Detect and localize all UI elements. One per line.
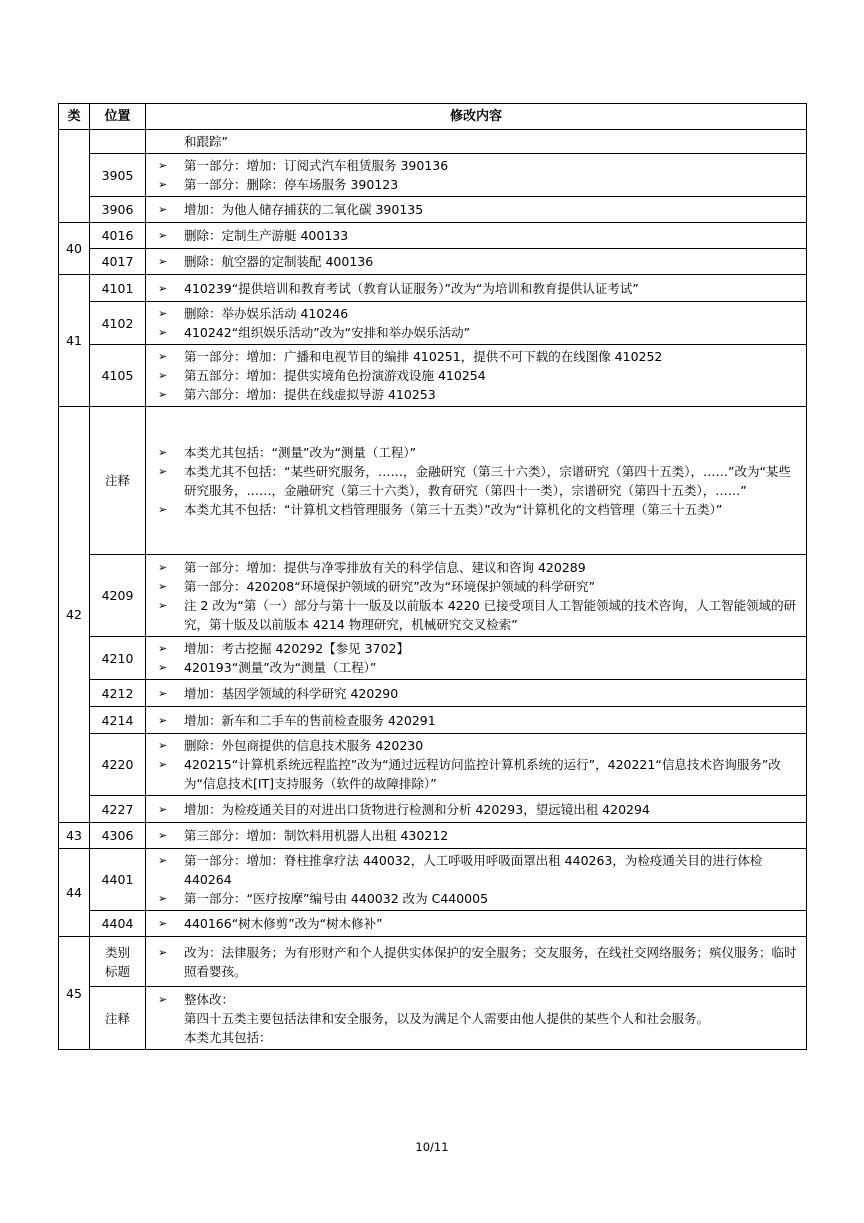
table-header-row bbox=[59, 104, 807, 130]
item-text: 增加：考古挖掘 420292【参见 3702】 bbox=[184, 641, 409, 656]
table-row bbox=[59, 937, 807, 987]
arrow-bullet-icon: ➢ bbox=[158, 802, 168, 816]
item-text: 第三部分：增加：制饮料用机器人出租 430212 bbox=[184, 828, 449, 843]
item-text: 420193“测量”改为“测量（工程）” bbox=[184, 660, 377, 675]
arrow-bullet-icon: ➢ bbox=[158, 464, 168, 478]
table-row bbox=[59, 130, 807, 154]
arrow-bullet-icon: ➢ bbox=[158, 369, 168, 382]
arrow-bullet-icon: ➢ bbox=[158, 642, 168, 655]
class-cell: 44 bbox=[59, 849, 90, 937]
class-cell: 43 bbox=[59, 823, 90, 849]
item-text: 440166“树木修剪”改为“树木修补” bbox=[184, 916, 383, 931]
position-cell: 4105 bbox=[90, 345, 146, 407]
table-row bbox=[59, 223, 807, 249]
position-cell: 3905 bbox=[90, 154, 146, 197]
content-cell bbox=[146, 223, 807, 249]
table-row bbox=[59, 796, 807, 823]
list-item bbox=[146, 826, 800, 845]
list-item bbox=[146, 323, 800, 342]
page-number: 10/11 bbox=[415, 1140, 449, 1154]
list-item bbox=[146, 914, 800, 933]
list-item bbox=[146, 800, 800, 819]
arrow-bullet-icon: ➢ bbox=[158, 713, 168, 727]
item-text: 整体改： bbox=[184, 991, 235, 1007]
list-item bbox=[146, 889, 800, 908]
content-cell bbox=[146, 680, 807, 707]
amendment-table bbox=[58, 103, 807, 1050]
list-item bbox=[146, 462, 800, 500]
table-row bbox=[59, 911, 807, 937]
content-cell bbox=[146, 911, 807, 937]
item-text: 删除：航空器的定制装配 400136 bbox=[184, 254, 374, 269]
list-item bbox=[146, 684, 800, 703]
table-row bbox=[59, 849, 807, 911]
position-cell: 4306 bbox=[90, 823, 146, 849]
class-cell: 40 bbox=[59, 223, 90, 275]
content-cell bbox=[146, 345, 807, 407]
content-cell bbox=[146, 154, 807, 197]
table-body bbox=[59, 130, 807, 1050]
position-cell: 4404 bbox=[90, 911, 146, 937]
list-item bbox=[146, 639, 800, 658]
content-cell bbox=[146, 637, 807, 680]
arrow-bullet-icon: ➢ bbox=[158, 445, 168, 459]
item-text: 注 2 改为“第（一）部分与第十一版及以前版本 4220 已接受项目人工智能领域的技术咨询，人工智能领域的研究，第十版及以前版本 4214 物理研究，机械研究交叉检索” bbox=[184, 597, 797, 632]
table-row bbox=[59, 249, 807, 275]
table-row bbox=[59, 407, 807, 555]
item-text: 增加：为检疫通关目的对进出口货物进行检测和分析 420293，望远镜出租 420294 bbox=[184, 801, 650, 817]
arrow-bullet-icon: ➢ bbox=[158, 229, 168, 242]
position-cell: 4212 bbox=[90, 680, 146, 707]
item-text: 本类尤其不包括：“计算机文档管理服务（第三十五类）”改为“计算机化的文档管理（第三十五类）” bbox=[184, 501, 723, 517]
table-row bbox=[59, 345, 807, 407]
arrow-bullet-icon: ➢ bbox=[158, 854, 168, 867]
content-cell bbox=[146, 849, 807, 911]
item-text: 420215“计算机系统远程监控”改为“通过远程访问监控计算机系统的运行”，420221“信息技术咨询服务”改为“信息技术[IT]支持服务（软件的故障排除）” bbox=[184, 757, 781, 791]
item-text: 第一部分：增加：脊柱推拿疗法 440032，人工呼吸用呼吸面罩出租 440263，为检疫通关目的进行体检 440264 bbox=[184, 853, 763, 887]
table-row bbox=[59, 275, 807, 302]
list-item bbox=[146, 366, 800, 385]
position-cell: 4102 bbox=[90, 302, 146, 345]
table-row bbox=[59, 734, 807, 796]
list-item bbox=[146, 755, 800, 793]
list-item bbox=[146, 279, 800, 298]
arrow-bullet-icon: ➢ bbox=[158, 307, 168, 320]
plain-text: 第四十五类主要包括法律和安全服务，以及为满足个人需要由他人提供的某些个人和社会服务。 bbox=[184, 1010, 710, 1026]
position-cell: 4017 bbox=[90, 249, 146, 275]
class-cell: 41 bbox=[59, 275, 90, 407]
arrow-bullet-icon: ➢ bbox=[158, 892, 168, 905]
list-item bbox=[146, 252, 800, 271]
arrow-bullet-icon: ➢ bbox=[158, 350, 168, 363]
content-cell bbox=[146, 734, 807, 796]
arrow-bullet-icon: ➢ bbox=[158, 579, 168, 593]
list-item bbox=[146, 851, 800, 889]
arrow-bullet-icon: ➢ bbox=[158, 686, 168, 700]
position-cell: 4016 bbox=[90, 223, 146, 249]
plain-text: 本类尤其包括： bbox=[184, 1029, 272, 1045]
position-cell: 4214 bbox=[90, 707, 146, 734]
table-row bbox=[59, 680, 807, 707]
content-cell bbox=[146, 275, 807, 302]
list-item bbox=[146, 711, 800, 730]
position-cell: 4210 bbox=[90, 637, 146, 680]
table-row bbox=[59, 823, 807, 849]
class-cell bbox=[59, 130, 90, 223]
position-cell: 类别标题 bbox=[90, 937, 146, 987]
item-text: 增加：基因学领域的科学研究 420290 bbox=[184, 685, 399, 701]
item-text: 删除：外包商提供的信息技术服务 420230 bbox=[184, 738, 424, 753]
header-class: 类 bbox=[59, 104, 90, 130]
list-item bbox=[146, 990, 800, 1009]
arrow-bullet-icon: ➢ bbox=[158, 739, 168, 752]
content-cell bbox=[146, 823, 807, 849]
table-row bbox=[59, 555, 807, 637]
content-cell bbox=[146, 197, 807, 223]
position-cell: 4101 bbox=[90, 275, 146, 302]
item-text: 删除：定制生产游艇 400133 bbox=[184, 228, 349, 243]
arrow-bullet-icon: ➢ bbox=[158, 945, 168, 959]
arrow-bullet-icon: ➢ bbox=[158, 388, 168, 401]
position-cell: 注释 bbox=[90, 407, 146, 555]
item-text: 第一部分：“医疗按摩”编号由 440032 改为 C440005 bbox=[184, 891, 489, 906]
content-cell bbox=[146, 796, 807, 823]
item-text: 第一部分：增加：广播和电视节目的编排 410251，提供不可下载的在线图像 410252 bbox=[184, 349, 663, 364]
arrow-bullet-icon: ➢ bbox=[158, 159, 168, 172]
content-cell bbox=[146, 130, 807, 154]
table-row bbox=[59, 302, 807, 345]
header-position: 位置 bbox=[90, 104, 146, 130]
list-item bbox=[146, 156, 800, 175]
list-item bbox=[146, 226, 800, 245]
item-text: 第六部分：增加：提供在线虚拟导游 410253 bbox=[184, 387, 436, 402]
list-item bbox=[146, 658, 800, 677]
item-text: 第一部分：420208“环境保护领域的研究”改为“环境保护领域的科学研究” bbox=[184, 578, 596, 594]
position-cell: 4227 bbox=[90, 796, 146, 823]
item-text: 改为：法律服务；为有形财产和个人提供实体保护的安全服务；交友服务，在线社交网络服务；殡仪服务；临时照看婴孩。 bbox=[184, 944, 797, 979]
list-item bbox=[146, 304, 800, 323]
arrow-bullet-icon: ➢ bbox=[158, 917, 168, 930]
list-item bbox=[146, 943, 800, 981]
item-text: 第一部分：增加：提供与净零排放有关的科学信息、建议和咨询 420289 bbox=[184, 559, 586, 575]
list-item bbox=[146, 736, 800, 755]
arrow-bullet-icon: ➢ bbox=[158, 598, 168, 612]
class-cell: 45 bbox=[59, 937, 90, 1050]
item-text: 第五部分：增加：提供实境角色扮演游戏设施 410254 bbox=[184, 368, 486, 383]
table-row bbox=[59, 197, 807, 223]
table-row bbox=[59, 707, 807, 734]
content-cell bbox=[146, 407, 807, 555]
position-cell: 注释 bbox=[90, 987, 146, 1050]
item-text: 第一部分：删除：停车场服务 390123 bbox=[184, 177, 399, 192]
arrow-bullet-icon: ➢ bbox=[158, 178, 168, 191]
header-content: 修改内容 bbox=[146, 104, 807, 130]
item-text: 删除：举办娱乐活动 410246 bbox=[184, 306, 349, 321]
arrow-bullet-icon: ➢ bbox=[158, 281, 168, 295]
list-item bbox=[146, 385, 800, 404]
arrow-bullet-icon: ➢ bbox=[158, 829, 168, 842]
content-cell bbox=[146, 249, 807, 275]
list-item bbox=[146, 175, 800, 194]
content-cell bbox=[146, 707, 807, 734]
arrow-bullet-icon: ➢ bbox=[158, 661, 168, 674]
item-text: 本类尤其包括：“测量”改为“测量（工程）” bbox=[184, 444, 417, 460]
content-cell bbox=[146, 555, 807, 637]
arrow-bullet-icon: ➢ bbox=[158, 255, 168, 268]
list-item bbox=[146, 347, 800, 366]
table-row bbox=[59, 637, 807, 680]
table-row bbox=[59, 987, 807, 1050]
class-cell: 42 bbox=[59, 407, 90, 823]
table-row bbox=[59, 154, 807, 197]
position-cell: 4220 bbox=[90, 734, 146, 796]
content-cell bbox=[146, 937, 807, 987]
list-item bbox=[146, 596, 800, 634]
list-item bbox=[146, 577, 800, 596]
position-cell: 4401 bbox=[90, 849, 146, 911]
content-cell bbox=[146, 987, 807, 1050]
continued-text: 和跟踪” bbox=[184, 134, 228, 149]
arrow-bullet-icon: ➢ bbox=[158, 203, 168, 216]
item-text: 增加：新车和二手车的售前检查服务 420291 bbox=[184, 712, 436, 728]
arrow-bullet-icon: ➢ bbox=[158, 560, 168, 574]
list-item bbox=[146, 500, 800, 519]
position-cell: 3906 bbox=[90, 197, 146, 223]
item-text: 410239“提供培训和教育考试（教育认证服务）”改为“为培训和教育提供认证考试” bbox=[184, 280, 639, 296]
list-item bbox=[146, 443, 800, 462]
arrow-bullet-icon: ➢ bbox=[158, 992, 168, 1006]
item-text: 增加：为他人储存捕获的二氧化碳 390135 bbox=[184, 202, 424, 217]
item-text: 本类尤其不包括：“某些研究服务，……，金融研究（第三十六类），宗谱研究（第四十五类），……”改为“某些研究服务，……，金融研究（第三十六类），教育研究（第四十一类），宗谱研究（第四十五类），……” bbox=[184, 463, 791, 498]
list-item bbox=[146, 200, 800, 219]
position-cell: 4209 bbox=[90, 555, 146, 637]
arrow-bullet-icon: ➢ bbox=[158, 502, 168, 516]
position-cell bbox=[90, 130, 146, 154]
item-text: 410242“组织娱乐活动”改为“安排和举办娱乐活动” bbox=[184, 325, 471, 340]
arrow-bullet-icon: ➢ bbox=[158, 758, 168, 771]
arrow-bullet-icon: ➢ bbox=[158, 326, 168, 339]
item-text: 第一部分：增加：订阅式汽车租赁服务 390136 bbox=[184, 158, 449, 173]
list-item bbox=[146, 558, 800, 577]
content-cell bbox=[146, 302, 807, 345]
